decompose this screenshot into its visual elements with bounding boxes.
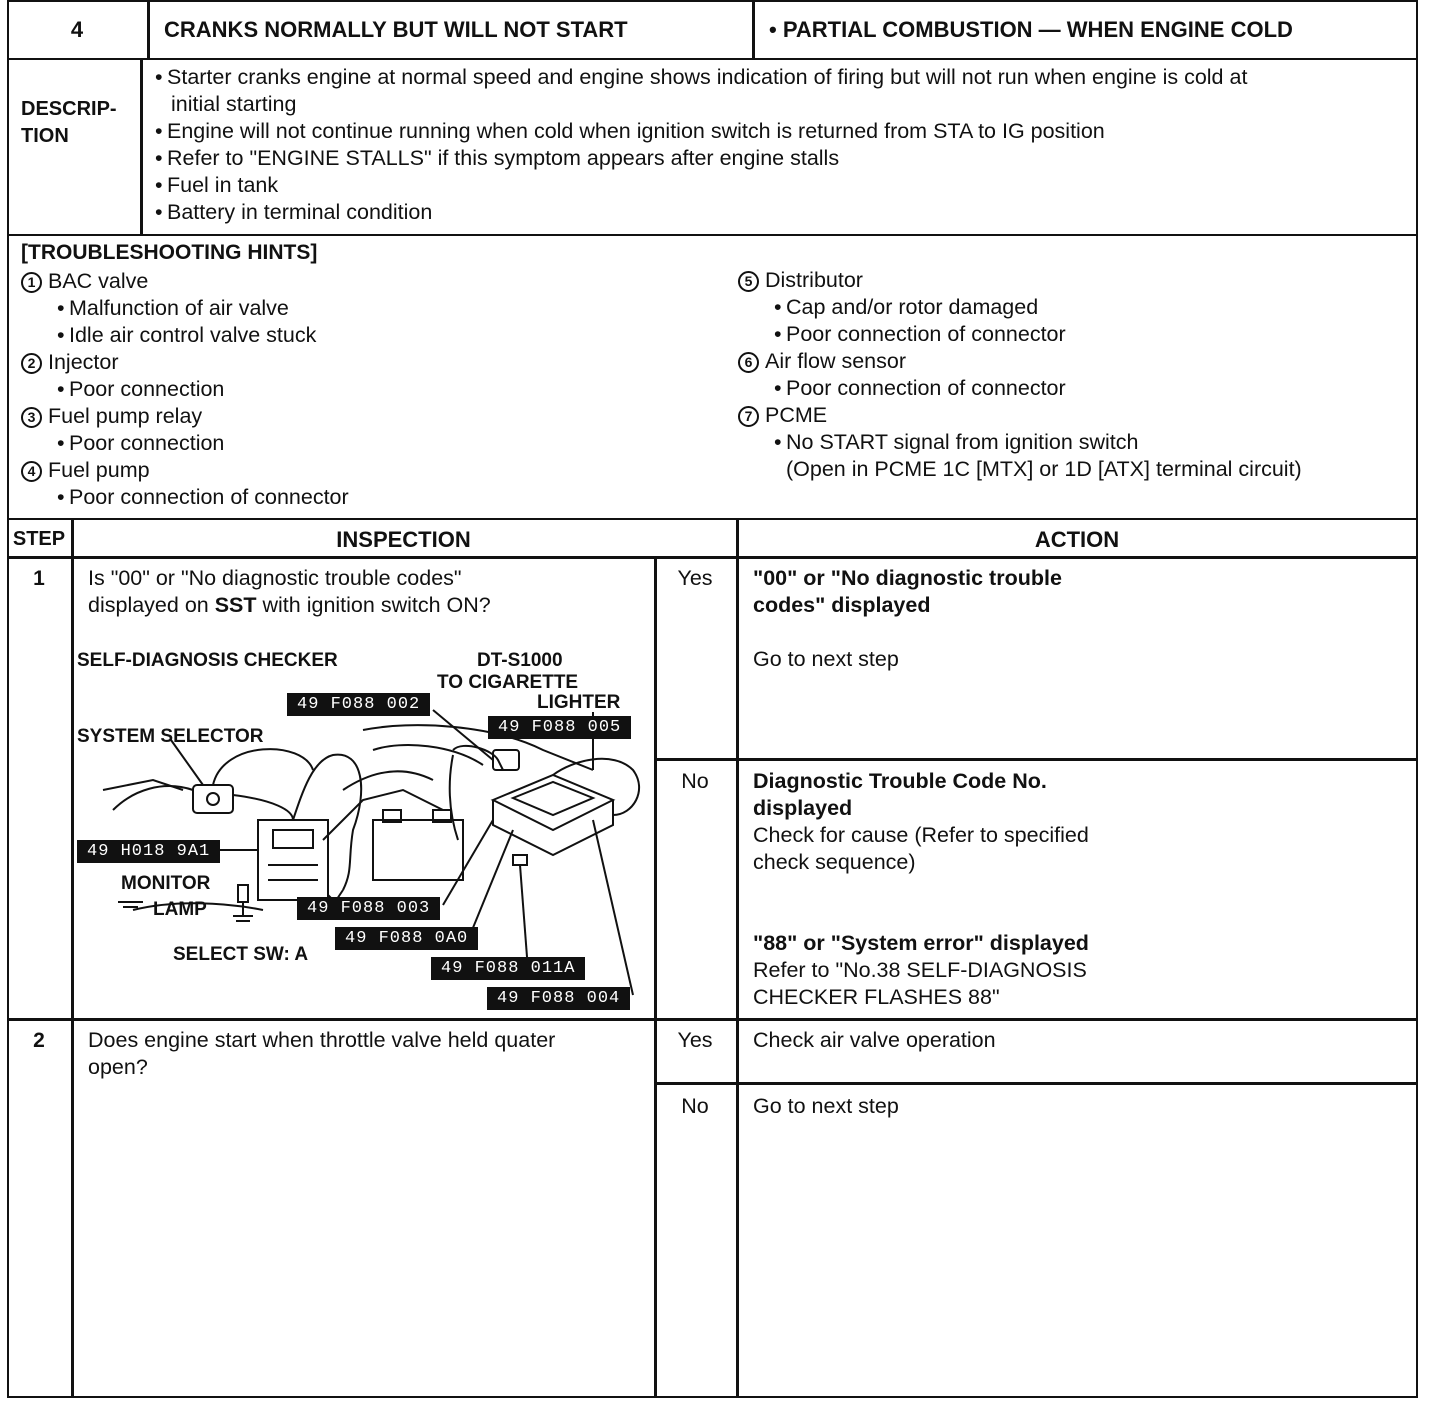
hint-item: 1 BAC valve <box>21 268 349 295</box>
hint-sub: • Idle air control valve stuck <box>21 322 349 349</box>
step2-no-action: Go to next step <box>753 1094 899 1118</box>
hint-sub: • Cap and/or rotor damaged <box>738 294 1302 321</box>
step2-question: Does engine start when throttle valve held quater open? <box>88 1028 556 1079</box>
hints-title: [TROUBLESHOOTING HINTS] <box>21 241 318 264</box>
hint-item: 7 PCME <box>738 402 1302 429</box>
symptom-number: 4 <box>70 17 84 42</box>
lamp-label: LAMP <box>153 899 207 920</box>
part-number-badge: 49 F088 002 <box>287 693 430 716</box>
hint-sub: • Poor connection <box>21 376 349 403</box>
hint-sub: • Poor connection of connector <box>738 321 1302 348</box>
hint-item: 3 Fuel pump relay <box>21 403 349 430</box>
hints-left-column <box>21 268 349 511</box>
hint-number-icon: 6 <box>738 352 759 373</box>
hint-number-icon: 1 <box>21 272 42 293</box>
step-number: 1 <box>33 567 45 590</box>
dt-s1000-label: DT-S1000 <box>477 650 563 671</box>
self-diagnosis-checker-label: SELF-DIAGNOSIS CHECKER <box>77 650 338 671</box>
select-sw-label: SELECT SW: A <box>173 944 309 965</box>
part-number-badge: 49 F088 011A <box>431 957 585 980</box>
system-selector-label: SYSTEM SELECTOR <box>77 726 264 747</box>
diagnostic-page <box>7 0 1418 1398</box>
part-number-badge: 49 F088 005 <box>488 716 631 739</box>
description-label: DESCRIP- TION <box>21 98 117 147</box>
step1-question: Is "00" or "No diagnostic trouble codes" displayed on SST with ignition switch ON? <box>88 566 491 617</box>
hint-number-icon: 3 <box>21 407 42 428</box>
hint-number-icon: 7 <box>738 406 759 427</box>
hints-right-column <box>738 267 1302 483</box>
description-item: • Engine will not continue running when cold when ignition switch is returned from STA to IG position <box>155 118 1247 145</box>
symptom-title: CRANKS NORMALLY BUT WILL NOT START <box>164 17 628 42</box>
description-list <box>155 64 1247 226</box>
part-number-badge: 49 F088 0A0 <box>335 927 478 950</box>
step1-yes-action: "00" or "No diagnostic trouble codes" displayed Go to next step <box>753 566 1062 671</box>
hint-item: 2 Injector <box>21 349 349 376</box>
description-item: • Starter cranks engine at normal speed and engine shows indication of firing but will not run when engine is cold at <box>155 64 1247 91</box>
step2-no-label: No <box>681 1094 709 1118</box>
cigarette-lighter-label-2: LIGHTER <box>537 692 621 713</box>
description-item: • Refer to "ENGINE STALLS" if this symptom appears after engine stalls <box>155 145 1247 172</box>
description-item: • Fuel in tank <box>155 172 1247 199</box>
cigarette-lighter-label: TO CIGARETTE <box>437 672 579 693</box>
hint-note: (Open in PCME 1C [MTX] or 1D [ATX] terminal circuit) <box>786 457 1302 481</box>
hint-item: 4 Fuel pump <box>21 457 349 484</box>
monitor-label: MONITOR <box>121 873 211 894</box>
hint-sub: • Malfunction of air valve <box>21 295 349 322</box>
hint-item: 6 Air flow sensor <box>738 348 1302 375</box>
sst-illustration <box>73 640 653 1018</box>
hint-sub: • No START signal from ignition switch <box>738 429 1302 456</box>
hint-sub: • Poor connection <box>21 430 349 457</box>
step1-no-action: Diagnostic Trouble Code No. displayed Check for cause (Refer to specified check sequence) "88" or "System error" displayed Refer to "No.38 SELF-DIAGNOSIS CHECKER FLASHES 88" <box>753 769 1089 1009</box>
part-number-badge: 49 F088 004 <box>487 987 630 1010</box>
hint-number-icon: 2 <box>21 353 42 374</box>
part-number-badge: 49 F088 003 <box>297 897 440 920</box>
hint-number-icon: 4 <box>21 461 42 482</box>
column-header-inspection: INSPECTION <box>336 527 471 552</box>
hint-item: 5 Distributor <box>738 267 1302 294</box>
description-item-cont: initial starting <box>171 92 297 116</box>
description-item: • Battery in terminal condition <box>155 199 1247 226</box>
column-header-action: ACTION <box>1034 527 1120 552</box>
step-number: 2 <box>33 1029 45 1052</box>
symptom-condition: • PARTIAL COMBUSTION — WHEN ENGINE COLD <box>769 17 1293 42</box>
hint-sub: • Poor connection of connector <box>738 375 1302 402</box>
step2-yes-action: Check air valve operation <box>753 1028 996 1052</box>
hint-number-icon: 5 <box>738 271 759 292</box>
step1-yes-label: Yes <box>677 566 713 590</box>
hint-sub: • Poor connection of connector <box>21 484 349 511</box>
step1-no-label: No <box>681 769 709 793</box>
part-number-badge: 49 H018 9A1 <box>77 840 220 863</box>
step2-yes-label: Yes <box>677 1028 713 1052</box>
column-header-step: STEP <box>12 528 66 550</box>
